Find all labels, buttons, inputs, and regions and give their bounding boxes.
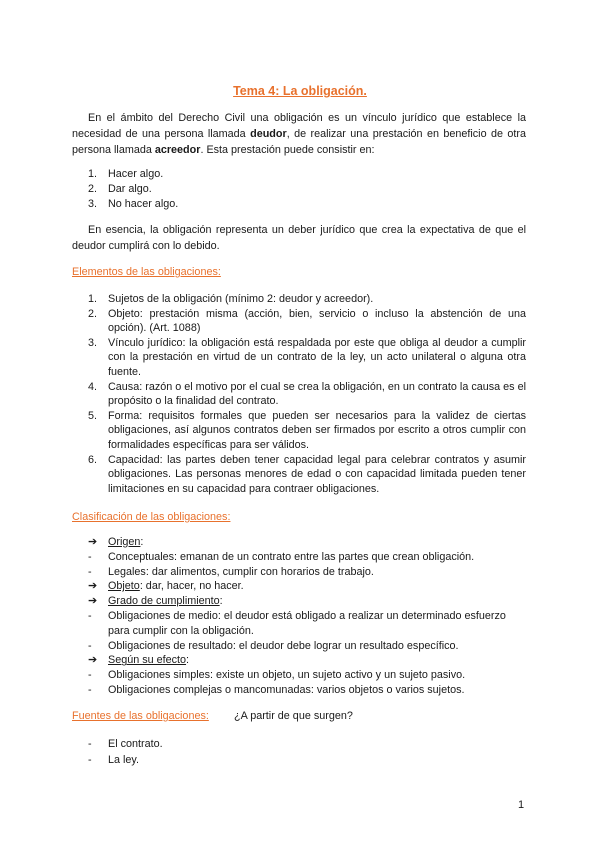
list-item: - Obligaciones de resultado: el deudor debe lograr un resultado específico. [88, 639, 459, 652]
clasificacion-heading: Clasificación de las obligaciones: [72, 511, 231, 523]
list-item: 3. Vínculo jurídico: la obligación está respaldada por este que obliga al deudor a cumplir con la prestación en virtud de un contrato de la ley, un acto unilateral o alguna otra fuente. [88, 336, 526, 378]
dash-bullet: - [88, 565, 92, 578]
list-item: 3. No hacer algo. [88, 198, 179, 211]
dash-bullet: - [88, 683, 92, 696]
list-item: 1. Hacer algo. [88, 168, 164, 180]
dash-bullet: - [88, 550, 92, 563]
list-item: - Obligaciones simples: existe un objeto, un sujeto activo y un sujeto pasivo. [88, 669, 466, 682]
esencia-paragraph: En esencia, la obligación representa un deber jurídico que crea la expectativa de que el deudor cumplirá con lo debido. [72, 224, 526, 252]
list-item: 2. Objeto: prestación misma (acción, bien, servicio o incluso la abstención de una opción). (Art. 1088) [88, 307, 526, 335]
list-item: ➔ Objeto: dar, hacer, no hacer. [88, 580, 244, 593]
arrow-icon: ➔ [88, 536, 98, 548]
list-item: - Obligaciones de medio: el deudor está obligado a realizar un determinado esfuerzo para cumplir con la obligación. [88, 609, 506, 637]
list-item: ➔ Grado de cumplimiento: [88, 595, 223, 608]
intro-paragraph: En el ámbito del Derecho Civil una obligación es un vínculo jurídico que establece la necesidad de una persona llamada deudor, de realizar una prestación en beneficio de otra persona llamada acreedor. Esta prestación puede consistir en: [72, 112, 526, 156]
dash-bullet: - [88, 639, 92, 652]
list-item: 6. Capacidad: las partes deben tener capacidad legal para celebrar contratos y asumir obligaciones. Las personas menores de edad o con capacidad limitada pueden tener limitaciones en su capacidad para contraer obligaciones. [88, 453, 526, 495]
arrow-icon: ➔ [88, 654, 98, 667]
elementos-heading: Elementos de las obligaciones: [72, 266, 221, 278]
deudor-term: deudor [250, 128, 287, 140]
list-item: 1. Sujetos de la obligación (mínimo 2: deudor y acreedor). [88, 293, 374, 305]
list-item: - Conceptuales: emanan de un contrato entre las partes que crean obligación. [88, 550, 475, 563]
elementos-list [72, 292, 526, 496]
page-number: 1 [518, 799, 525, 811]
fuentes-heading: Fuentes de las obligaciones: [72, 710, 209, 722]
arrow-icon: ➔ [88, 580, 98, 593]
prestaciones-list [72, 167, 526, 213]
list-item: 4. Causa: razón o el motivo por el cual se crea la obligación, en un contrato la causa es el propósito o la finalidad del contrato. [88, 380, 526, 408]
fuentes-question: ¿A partir de que surgen? [234, 710, 353, 722]
dash-bullet: - [88, 609, 92, 622]
list-item: - Obligaciones complejas o mancomunadas: varios objetos o varios sujetos. [88, 683, 465, 696]
dash-bullet: - [88, 754, 92, 766]
list-item: 5. Forma: requisitos formales que pueden ser necesarios para la validez de ciertas obligaciones, así algunos contratos deben ser firmados por escrito a otros cumplir con formalidades específicas para ser válidos. [88, 409, 526, 451]
dash-bullet: - [88, 738, 92, 750]
list-item: - El contrato. [88, 738, 163, 750]
fuentes-list [72, 736, 526, 768]
list-item: ➔ Origen: [88, 536, 144, 548]
list-item: 2. Dar algo. [88, 183, 152, 196]
clasificacion-list [72, 535, 526, 698]
dash-bullet: - [88, 669, 92, 682]
list-item: - La ley. [88, 754, 140, 766]
list-item: ➔ Según su efecto: [88, 654, 190, 667]
list-item: - Legales: dar alimentos, cumplir con horarios de trabajo. [88, 565, 374, 578]
page-title: Tema 4: La obligación. [233, 84, 367, 98]
acreedor-term: acreedor [154, 144, 201, 156]
arrow-icon: ➔ [88, 595, 98, 608]
